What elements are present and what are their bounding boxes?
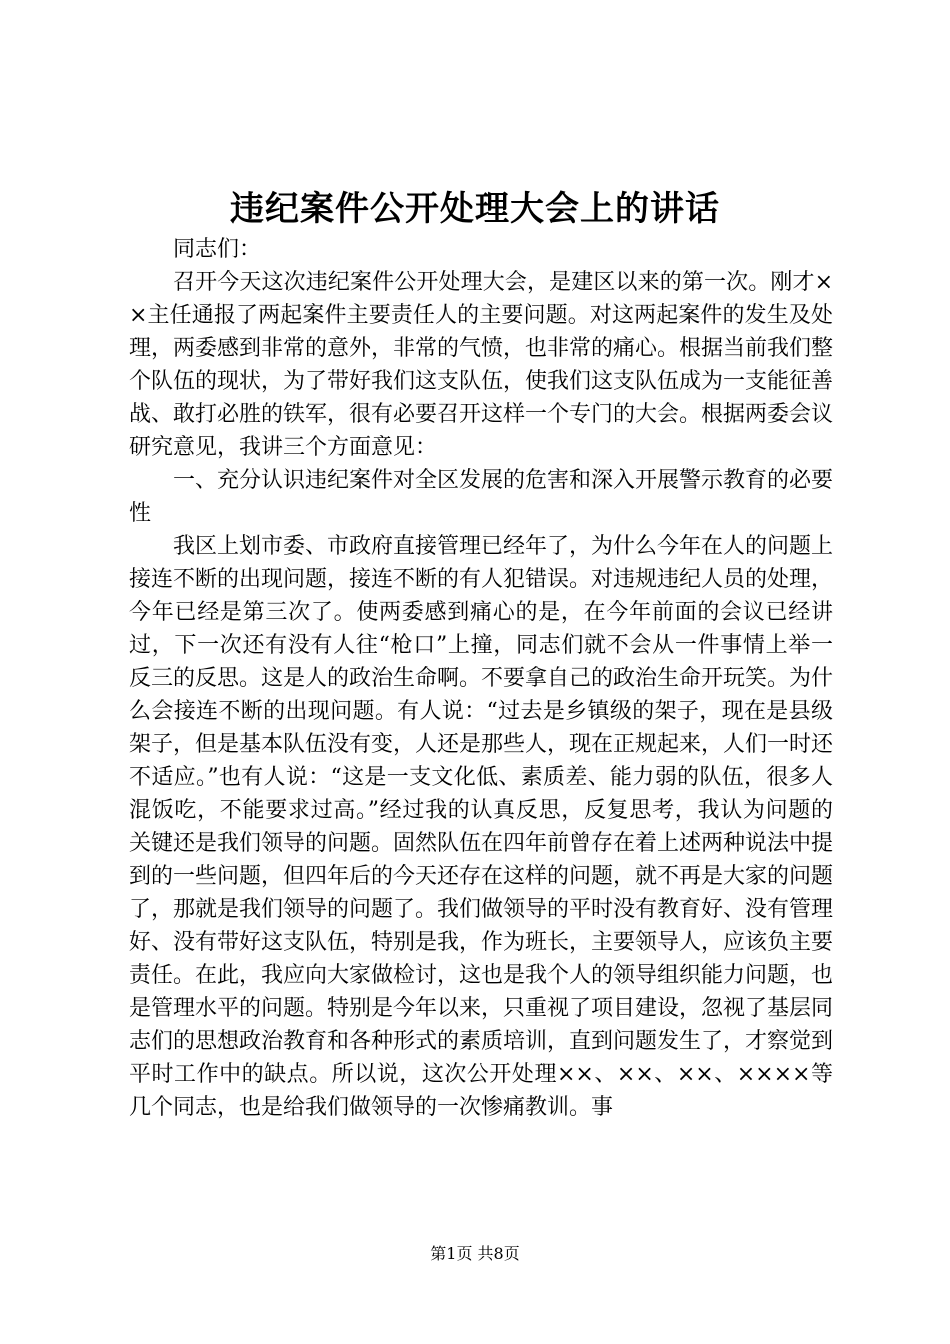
intro-paragraph: 召开今天这次违纪案件公开处理大会，是建区以来的第一次。刚才××主任通报了两起案件主要责任人的主要问题。对这两起案件的发生及处理，两委感到非常的意外，非常的气愤，也非常的痛心。根据当前我们整个队伍的现状，为了带好我们这支队伍，使我们这支队伍成为一支能征善战、敢打必胜的铁军，很有必要召开这样一个专门的大会。根据两委会议研究意见，我讲三个方面意见： <box>129 270 834 460</box>
body-paragraph: 我区上划市委、市政府直接管理已经年了，为什么今年在人的问题上接连不断的出现问题，接连不断的有人犯错误。对违规违纪人员的处理，今年已经是第三次了。使两委感到痛心的是，在今年前面的会议已经讲过，下一次还有没有人往“枪口”上撞，同志们就不会从一件事情上举一反三的反思。这是人的政治生命啊。不要拿自己的政治生命开玩笑。为什么会接连不断的出现问题。有人说：“过去是乡镇级的架子，现在是县级架子，但是基本队伍没有变，人还是那些人，现在正规起来，人们一时还不适应。”也有人说：“这是一支文化低、素质差、能力弱的队伍，很多人混饭吃，不能要求过高。”经过我的认真反思，反复思考，我认为问题的关键还是我们领导的问题。固然队伍在四年前曾存在着上述两种说法中提到的一些问题，但四年后的今天还存在这样的问题，就不再是大家的问题了，那就是我们领导的问题了。我们做领导的平时没有教育好、没有管理好、没有带好这支队伍，特别是我，作为班长，主要领导人，应该负主要责任。在此，我应向大家做检讨，这也是我个人的领导组织能力问题，也是管理水平的问题。特别是今年以来，只重视了项目建设，忽视了基层同志们的思想政治教育和各种形式的素质培训，直到问题发生了，才察觉到平时工作中的缺点。所以说，这次公开处理××、××、××、××××等几个同志，也是给我们做领导的一次惨痛教训。事 <box>129 534 834 1120</box>
page-footer: 第1页 共8页 <box>430 1244 520 1263</box>
section-heading: 一、充分认识违纪案件对全区发展的危害和深入开展警示教育的必要性 <box>129 468 834 526</box>
document-title: 违纪案件公开处理大会上的讲话 <box>230 189 720 229</box>
salutation-paragraph: 同志们： <box>173 237 262 262</box>
document-body <box>129 233 833 1124</box>
